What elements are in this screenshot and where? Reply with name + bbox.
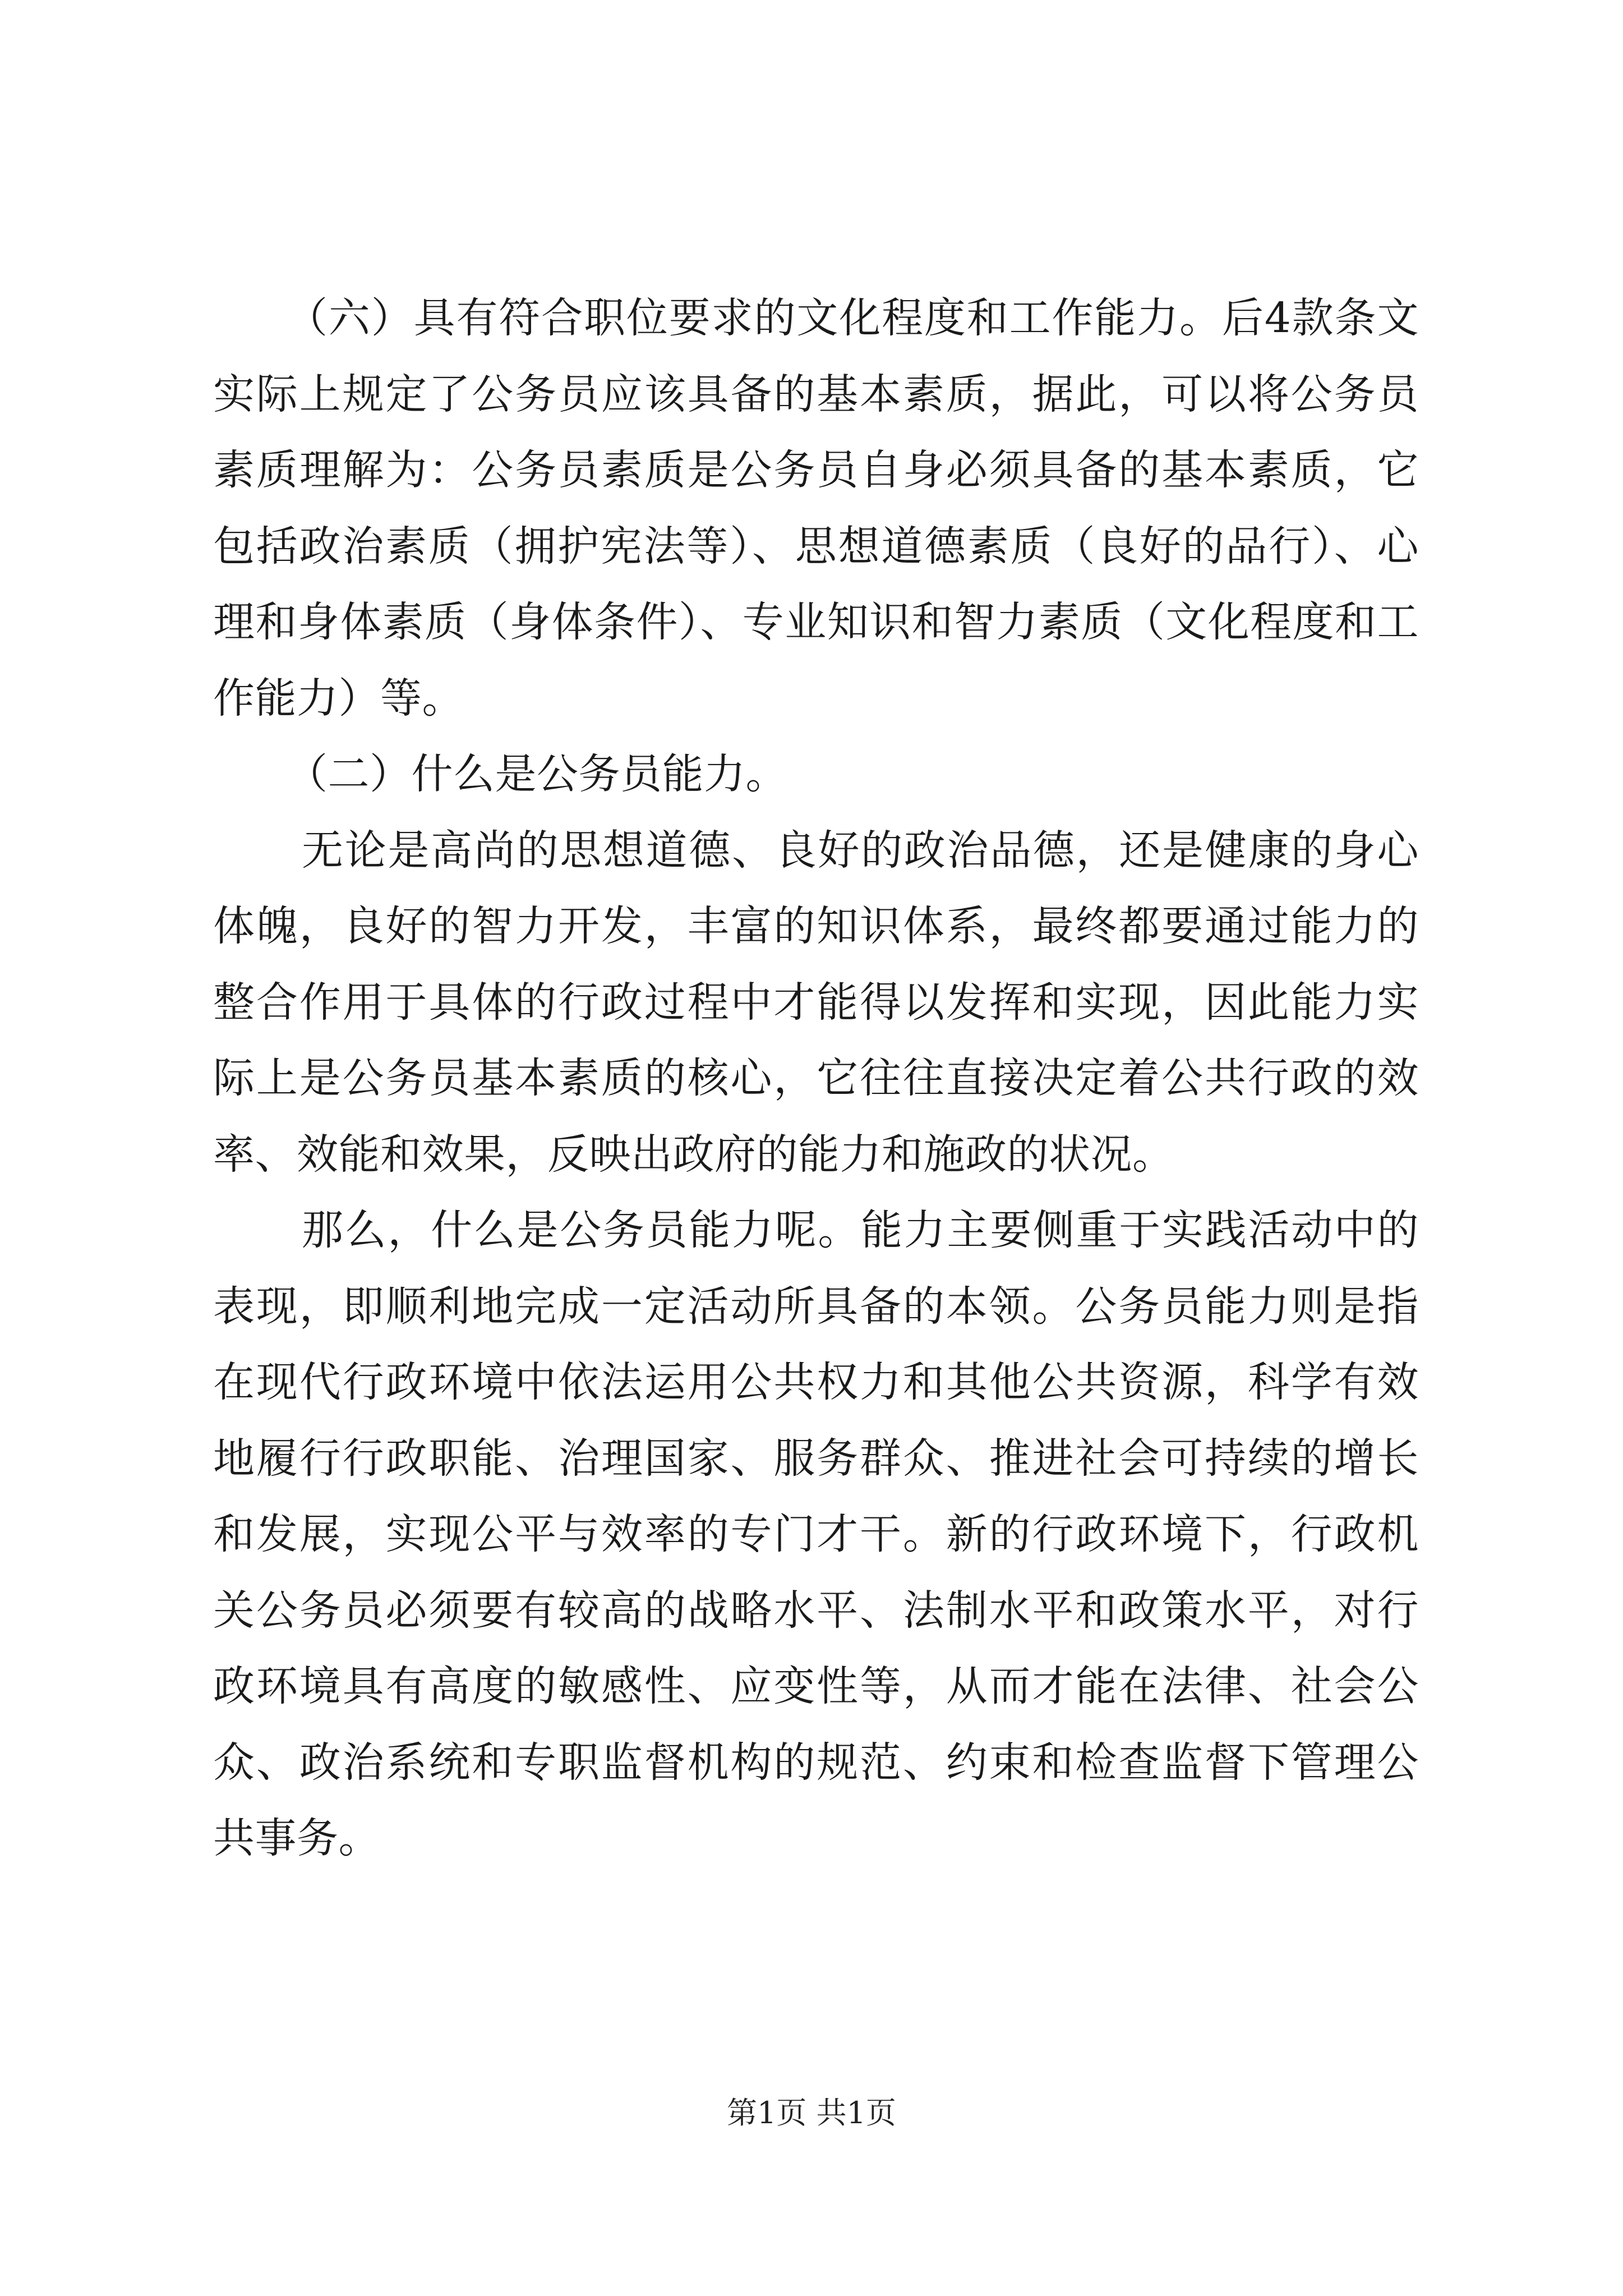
page-footer (0, 2093, 1623, 2133)
paragraph-requirements-six: （六）具有符合职位要求的文化程度和工作能力。后4款条文实际上规定了公务员应该具备的基本素质，据此，可以将公务员素质理解为：公务员素质是公务员自身必须具备的基本素质，它包括政治素质（拥护宪法等）、思想道德素质（良好的品行）、心理和身体素质（身体条件）、专业知识和智力素质（文化程度和工作能力）等。 (213, 294, 1419, 723)
page-indicator: 第1页 共1页 (727, 2095, 896, 2131)
section-heading-what-is-civil-servant-ability: （二）什么是公务员能力。 (286, 750, 787, 798)
paragraph-ability-definition: 那么，什么是公务员能力呢。能力主要侧重于实践活动中的表现，即顺利地完成一定活动所具备的本领。公务员能力则是指在现代行政环境中依法运用公共权力和其他公共资源，科学有效地履行行政职能、治理国家、服务群众、推进社会可持续的增长和发展，实现公平与效率的专门才干。新的行政环境下，行政机关公务员必须要有较高的战略水平、法制水平和政策水平，对行政环境具有高度的敏感性、应变性等，从而才能在法律、社会公众、政治系统和专职监督机构的规范、约束和检查监督下管理公共事务。 (213, 1206, 1419, 1862)
paragraph-ability-core: 无论是高尚的思想道德、良好的政治品德，还是健康的身心体魄，良好的智力开发，丰富的知识体系，最终都要通过能力的整合作用于具体的行政过程中才能得以发挥和实现，因此能力实际上是公务员基本素质的核心，它往往直接决定着公共行政的效率、效能和效果，反映出政府的能力和施政的状况。 (213, 826, 1419, 1179)
document-body (213, 280, 1419, 1877)
